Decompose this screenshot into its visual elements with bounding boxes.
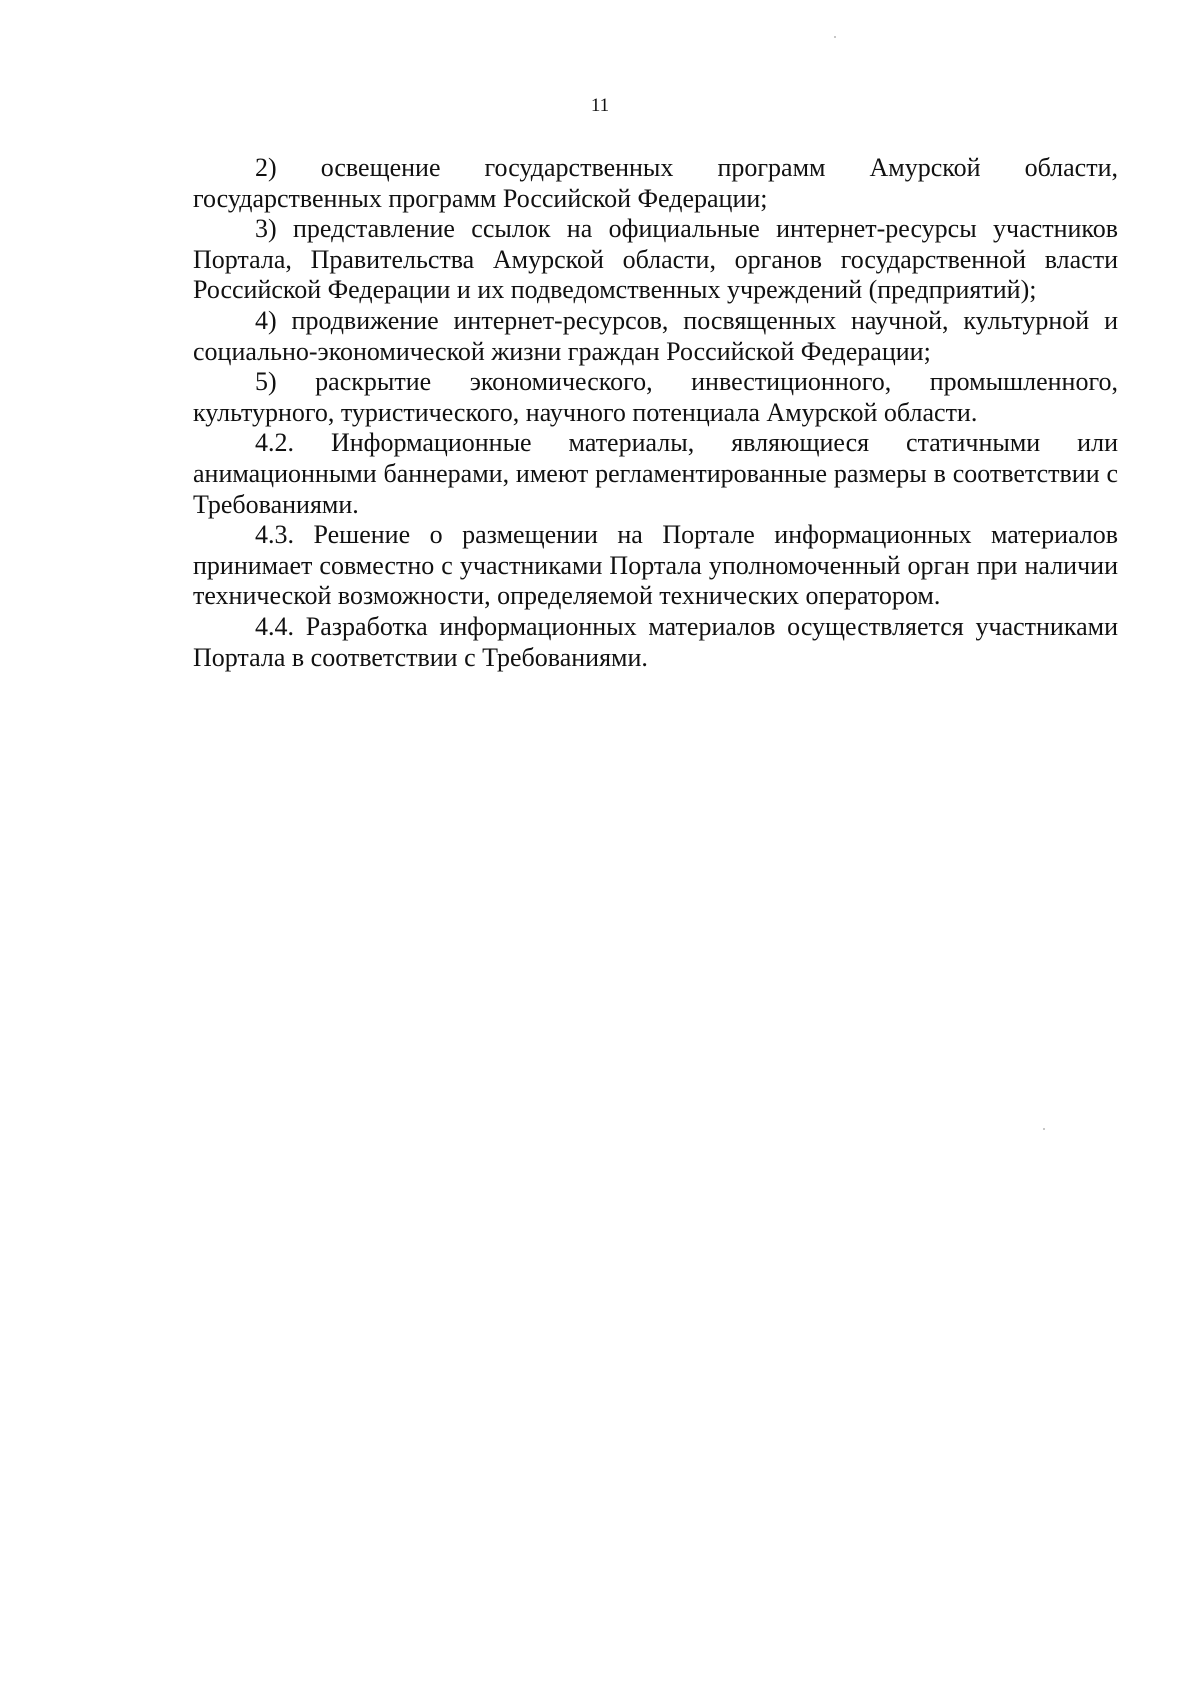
paragraph-item-2: 2) освещение государственных программ Амурской области, государственных программ Российской Федерации; bbox=[193, 153, 1118, 213]
scan-speck bbox=[1043, 1128, 1045, 1130]
page-number: 11 bbox=[590, 95, 610, 116]
paragraph-4-2: 4.2. Информационные материалы, являющиеся статичными или анимационными баннерами, имеют регламентированные размеры в соответствии с Требованиями. bbox=[193, 428, 1118, 519]
document-body bbox=[193, 153, 1118, 673]
paragraph-4-3: 4.3. Решение о размещении на Портале информационных материалов принимает совместно с участниками Портала уполномоченный орган при наличии технической возможности, определяемой технических оператором. bbox=[193, 520, 1118, 611]
paragraph-item-5: 5) раскрытие экономического, инвестиционного, промышленного, культурного, туристического, научного потенциала Амурской области. bbox=[193, 367, 1118, 427]
paragraph-4-4: 4.4. Разработка информационных материалов осуществляется участниками Портала в соответствии с Требованиями. bbox=[193, 611, 1118, 672]
scan-speck bbox=[834, 36, 836, 38]
paragraph-item-3: 3) представление ссылок на официальные интернет-ресурсы участников Портала, Правительства Амурской области, органов государственной власти Российской Федерации и их подведомственных учреждений (предприятий); bbox=[193, 214, 1118, 305]
paragraph-item-4: 4) продвижение интернет-ресурсов, посвященных научной, культурной и социально-экономической жизни граждан Российской Федерации; bbox=[193, 305, 1118, 366]
